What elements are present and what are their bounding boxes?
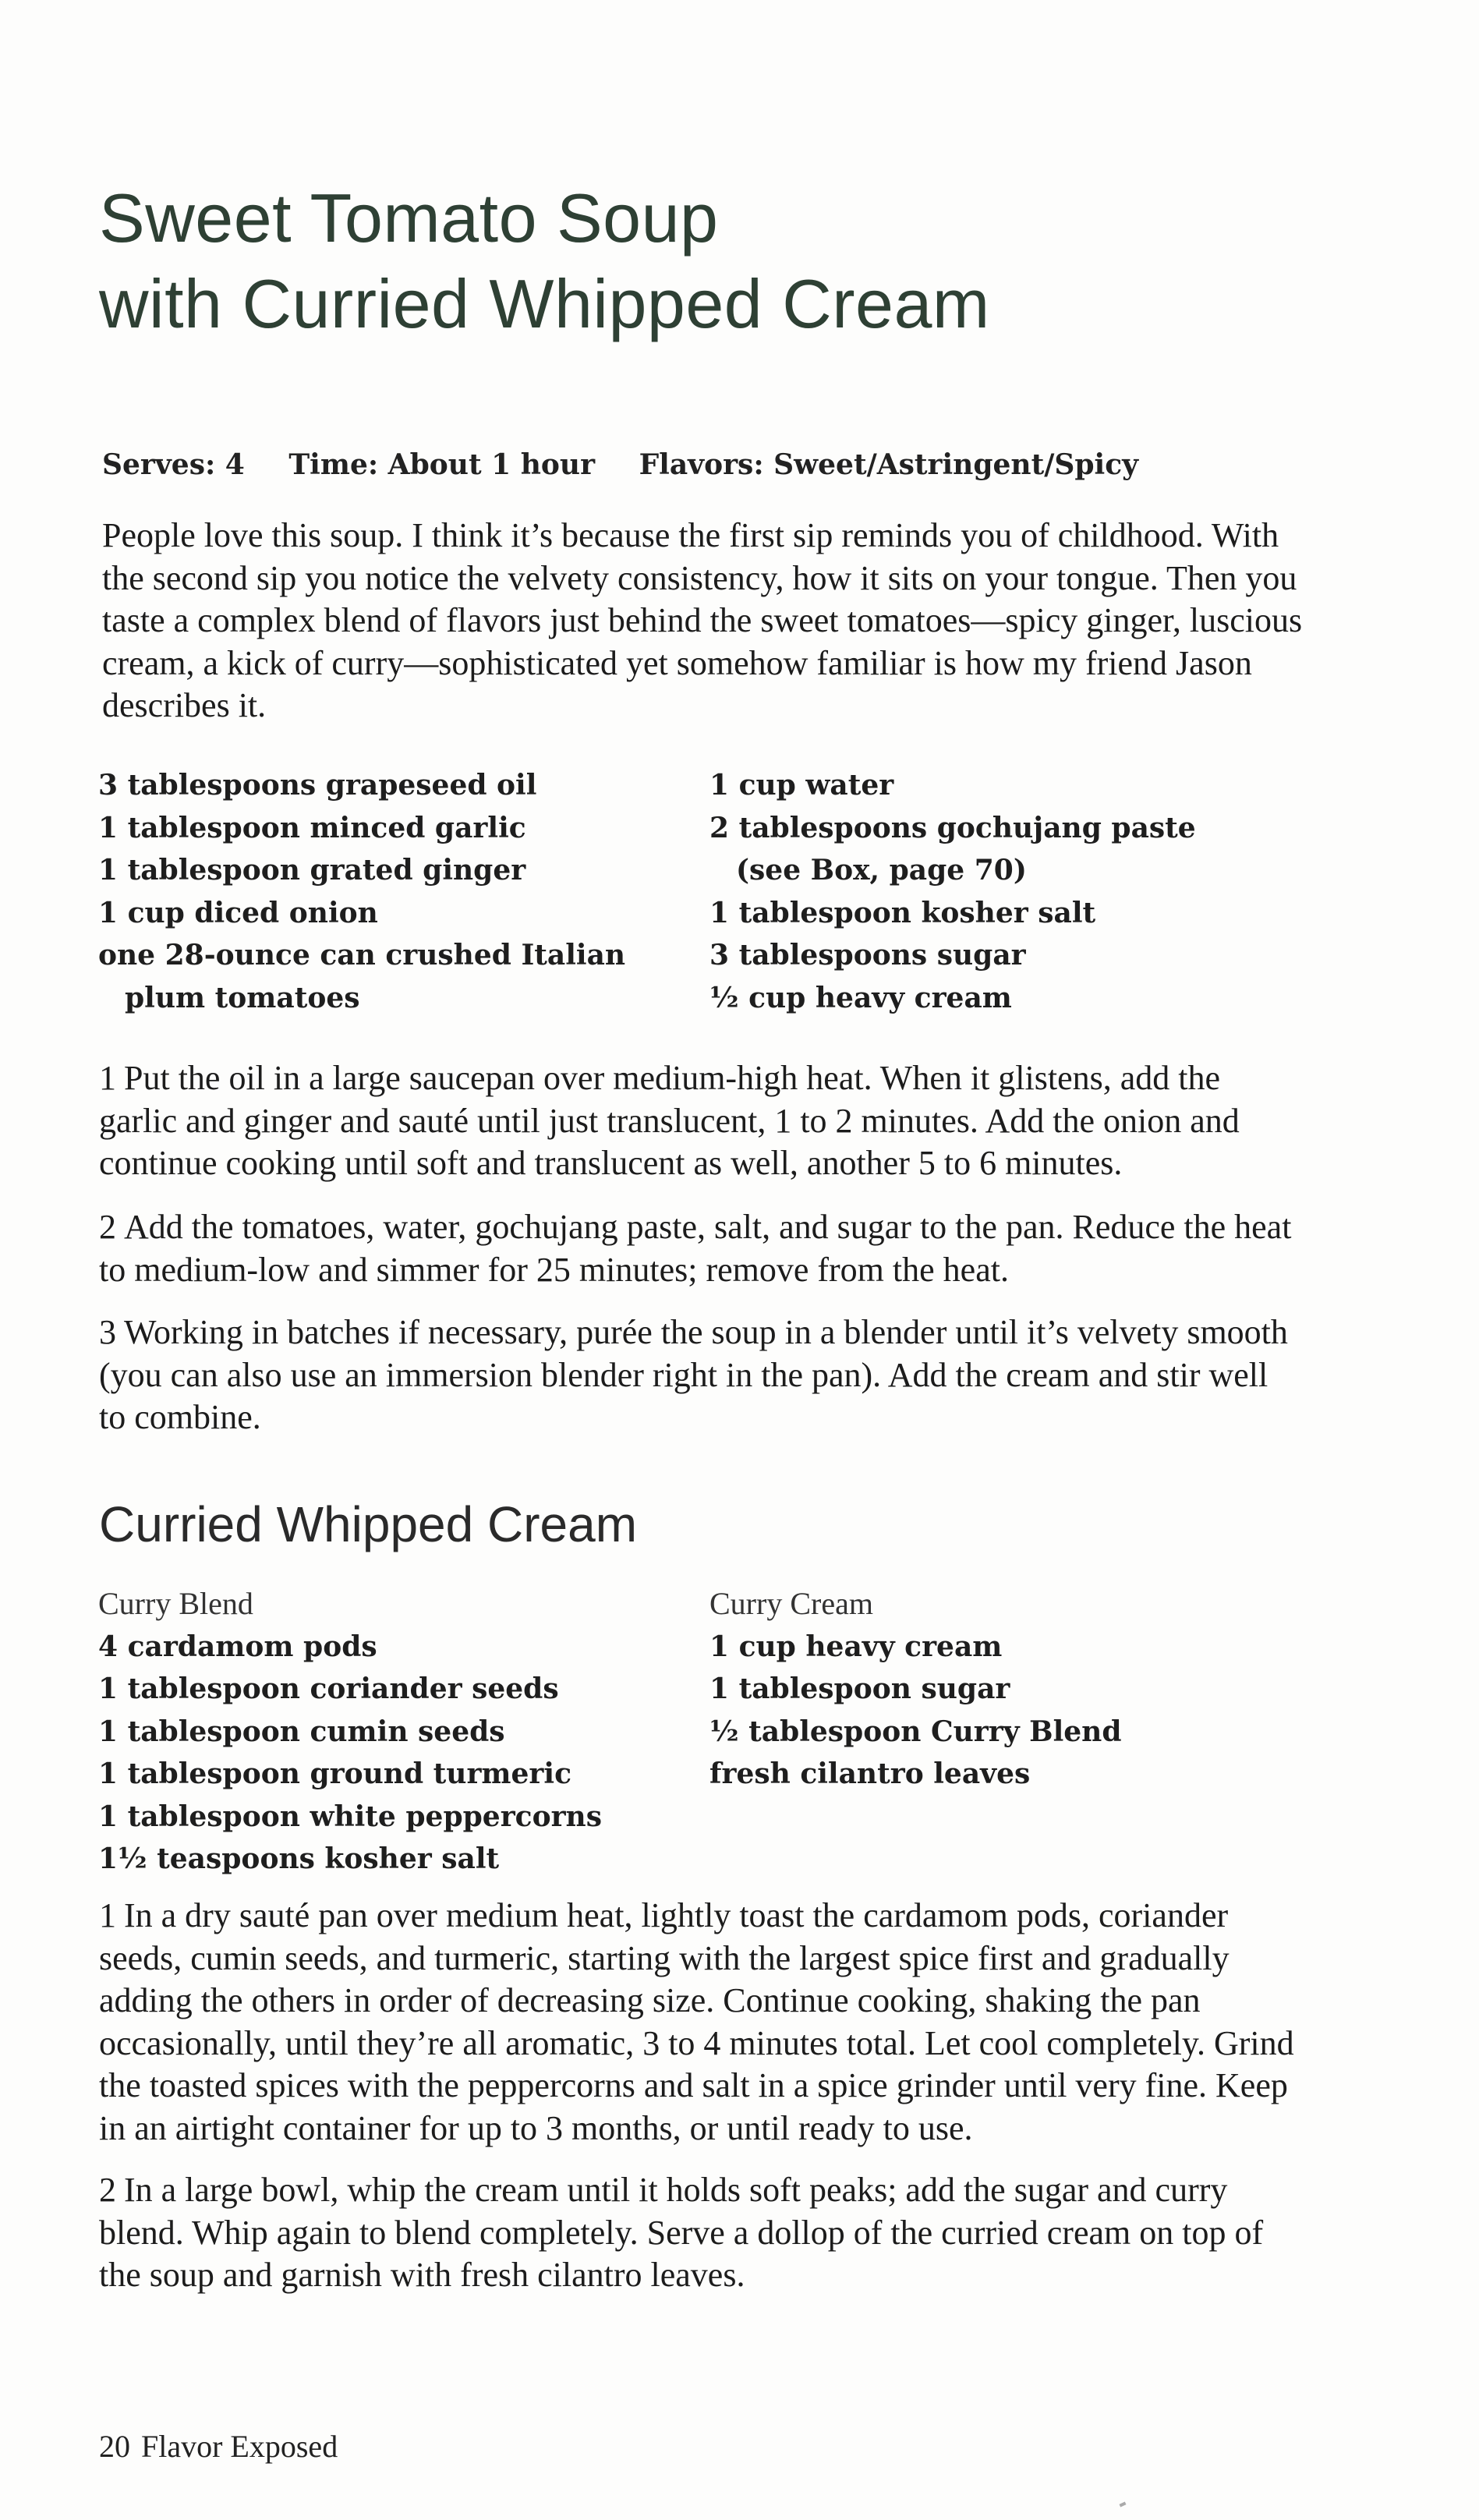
recipe-title xyxy=(99,175,1191,347)
cream-step-2 xyxy=(99,2169,1300,2297)
recipe-title-line-1: Sweet Tomato Soup xyxy=(99,179,719,257)
step-text: In a large bowl, whip the cream until it holds soft peaks; add the sugar and curry blend. Whip again to blend completely. Serve a dollop of the curried cream on top of the soup and garnish with fresh cilantro leaves. xyxy=(99,2171,1264,2294)
book-title: Flavor Exposed xyxy=(141,2429,338,2464)
step-number: 2 xyxy=(99,2171,116,2209)
ingredient-item-continued: plum tomatoes xyxy=(125,981,360,1014)
step-text: Add the tomatoes, water, gochujang paste, salt, and sugar to the pan. Reduce the heat to medium-low and simmer for 25 minutes; remove from the heat. xyxy=(99,1208,1292,1289)
ingredient-item: 3 tablespoons sugar xyxy=(709,939,1026,972)
curry-cream-label: Curry Cream xyxy=(709,1586,873,1621)
recipe-title-line-2: with Curried Whipped Cream xyxy=(99,265,990,342)
step-text: Put the oil in a large saucepan over medium-high heat. When it glistens, add the garlic and ginger and sauté until just translucent, 1 to 2 minutes. Add the onion and continue cooking until soft and translucent as well, another 5 to 6 minutes. xyxy=(99,1059,1240,1182)
curry-cream-column xyxy=(709,1583,1271,1796)
time-label: Time: About 1 hour xyxy=(288,448,596,481)
ingredient-item-continued: (see Box, page 70) xyxy=(736,854,1027,887)
ingredient-item: 1 tablespoon grated ginger xyxy=(98,854,526,887)
ingredients-right-column xyxy=(709,764,1271,1019)
step-number: 1 xyxy=(99,1059,116,1097)
recipe-intro: People love this soup. I think it’s because the first sip reminds you of childhood. With the second sip you notice the velvety consistency, how it sits on your tongue. Then you taste a complex blend of flavors just behind the sweet tomatoes—spicy ginger, luscious cream, a kick of curry—sophisticated yet somehow familiar is how my friend Jason describes it. xyxy=(102,516,1303,724)
ingredient-item: 1 tablespoon cumin seeds xyxy=(98,1715,505,1748)
ingredient-item: 1 tablespoon minced garlic xyxy=(98,811,526,844)
step-number: 1 xyxy=(99,1896,116,1934)
flavors-label: Flavors: Sweet/Astringent/Spicy xyxy=(639,448,1139,481)
ingredient-item: 1 tablespoon ground turmeric xyxy=(98,1757,571,1790)
ingredient-item: 1 cup heavy cream xyxy=(709,1630,1003,1663)
step-text: In a dry sauté pan over medium heat, lightly toast the cardamom pods, coriander seeds, cumin seeds, and turmeric, starting with the largest spice first and gradually adding the others in order of decreasing size. Continue cooking, shaking the pan occasionally, until they’re all aromatic, 3 to 4 minutes total. Let cool completely. Grind the toasted spices with the peppercorns and salt in a spice grinder until very fine. Keep in an airtight container for up to 3 months, or until ready to use. xyxy=(99,1896,1294,2147)
recipe-meta xyxy=(102,443,1272,487)
ingredients-left-column xyxy=(98,764,660,1019)
ingredient-item: ½ tablespoon Curry Blend xyxy=(709,1715,1122,1748)
soup-step-1 xyxy=(99,1057,1300,1185)
ingredient-item: 2 tablespoons gochujang paste xyxy=(709,811,1196,844)
ingredient-item: 4 cardamom pods xyxy=(98,1630,377,1663)
ingredient-item: 1 tablespoon coriander seeds xyxy=(98,1672,559,1705)
ingredient-item: 3 tablespoons grapeseed oil xyxy=(98,769,537,802)
ingredient-item: 1 tablespoon sugar xyxy=(709,1672,1010,1705)
page-number: 20 xyxy=(99,2429,130,2464)
soup-step-2 xyxy=(99,1206,1300,1291)
soup-step-3 xyxy=(99,1311,1300,1439)
ingredient-item: 1 cup water xyxy=(709,769,894,802)
paper-speck xyxy=(1120,2501,1127,2507)
ingredient-item: 1 cup diced onion xyxy=(98,896,378,929)
page-footer xyxy=(99,2425,338,2469)
cream-step-1 xyxy=(99,1895,1300,2150)
ingredient-item: 1 tablespoon white peppercorns xyxy=(98,1800,602,1833)
section-title: Curried Whipped Cream xyxy=(99,1496,638,1552)
step-text: Working in batches if necessary, purée the soup in a blender until it’s velvety smooth (you can also use an immersion blender right in the pan). Add the cream and stir well to combine. xyxy=(99,1313,1288,1436)
ingredient-item: one 28-ounce can crushed Italian xyxy=(98,939,626,972)
step-number: 3 xyxy=(99,1313,116,1351)
curry-blend-column xyxy=(98,1583,660,1881)
ingredient-item: 1½ teaspoons kosher salt xyxy=(98,1842,500,1875)
ingredient-item: ½ cup heavy cream xyxy=(709,981,1012,1014)
ingredient-item: fresh cilantro leaves xyxy=(709,1757,1031,1790)
ingredient-item: 1 tablespoon kosher salt xyxy=(709,896,1096,929)
step-number: 2 xyxy=(99,1208,116,1246)
curry-blend-label: Curry Blend xyxy=(98,1586,253,1621)
serves-label: Serves: 4 xyxy=(102,448,245,481)
